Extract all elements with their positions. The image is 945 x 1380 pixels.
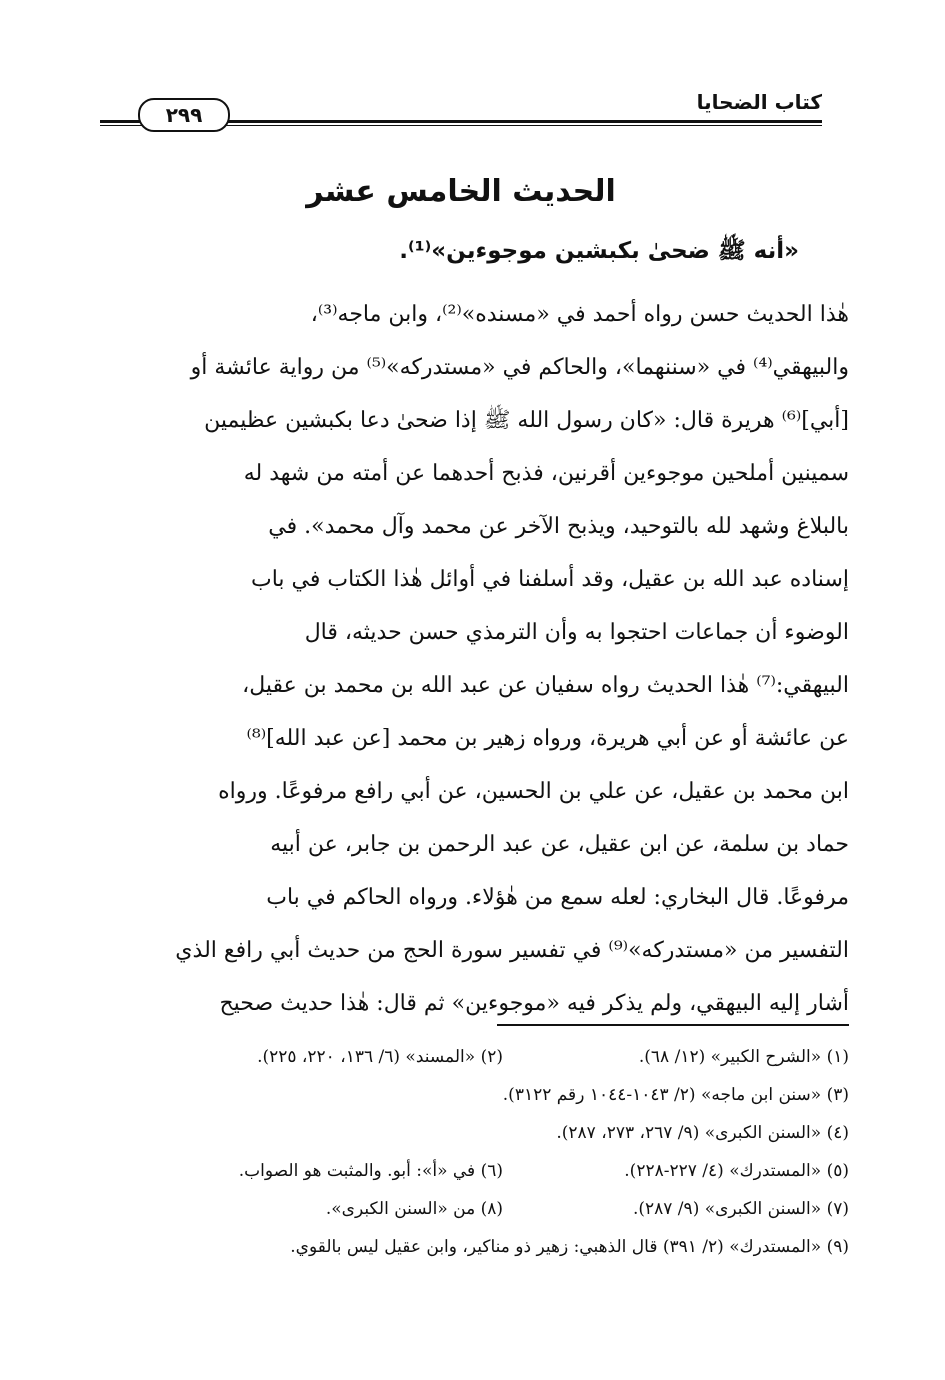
book-title: كتاب الضحايا <box>696 90 822 114</box>
body-line: والبيهقي⁽⁴⁾ في «سننهما»، والحاكم في «مستدركه»⁽⁵⁾ من رواية عائشة أو <box>190 355 849 380</box>
footnote: (٢) «المسند» (٦/ ١٣٦، ٢٢٠، ٢٢٥). <box>257 1047 503 1067</box>
footnote: (٨) من «السنن الكبرى». <box>325 1199 503 1219</box>
body-line: الوضوء أن جماعات احتجوا به وأن الترمذي حسن حديثه، قال <box>304 620 849 645</box>
footnote-separator <box>497 1024 849 1026</box>
body-line: حماد بن سلمة، عن ابن عقيل، عن عبد الرحمن بن جابر، عن أبيه <box>270 832 849 857</box>
footnote: (١) «الشرح الكبير» (١٢/ ٦٨). <box>638 1047 849 1067</box>
hadith-title: الحديث الخامس عشر <box>306 174 616 209</box>
body-text <box>97 288 849 1030</box>
body-line: إسناده عبد الله بن عقيل، وقد أسلفنا في أوائل هٰذا الكتاب في باب <box>250 567 849 592</box>
page-header <box>100 86 822 130</box>
footnote-line <box>97 1152 849 1190</box>
body-line: بالبلاغ وشهد لله بالتوحيد، ويذبح الآخر عن محمد وآل محمد». في <box>268 514 849 539</box>
hadith-text: «أنه ﷺ ضحىٰ بكبشين موجوءين»⁽¹⁾. <box>399 238 799 264</box>
footnote: (٥) «المستدرك» (٤/ ٢٢٧-٢٢٨). <box>624 1161 849 1181</box>
footnote-line <box>97 1114 849 1152</box>
page-number: ٢٩٩ <box>138 98 230 132</box>
body-line: [أبي]⁽⁶⁾ هريرة قال: «كان رسول الله ﷺ إذا ضحىٰ دعا بكبشين عظيمين <box>204 408 849 433</box>
footnote-line <box>97 1076 849 1114</box>
footnote: (٣) «سنن ابن ماجه» (٢/ ١٠٤٣-١٠٤٤ رقم ٣١٢٢). <box>502 1085 849 1105</box>
footnote: (٦) في «أ»: أبو. والمثبت هو الصواب. <box>238 1161 503 1181</box>
body-line: عن عائشة أو عن أبي هريرة، ورواه زهير بن محمد [عن عبد الله]⁽⁸⁾ <box>246 726 849 751</box>
body-line: ابن محمد بن عقيل، عن علي بن الحسين، عن أبي رافع مرفوعًا. ورواه <box>218 779 849 804</box>
body-line: مرفوعًا. قال البخاري: لعله سمع من هٰؤلاء. ورواه الحاكم في باب <box>266 885 849 910</box>
body-line: التفسير من «مستدركه»⁽⁹⁾ في تفسير سورة الحج من حديث أبي رافع الذي <box>175 938 849 963</box>
footnote-line <box>97 1038 849 1076</box>
body-line: سمينين أملحين موجوءين أقرنين، فذبح أحدهما عن أمته من شهد له <box>243 461 849 486</box>
footnotes <box>97 1038 849 1266</box>
footnote: (٩) «المستدرك» (٢/ ٣٩١) قال الذهبي: زهير ذو مناكير، وابن عقيل ليس بالقوي. <box>290 1237 849 1257</box>
footnote-line <box>97 1228 849 1266</box>
body-line: هٰذا الحديث حسن رواه أحمد في «مسنده»⁽²⁾، وابن ماجه⁽³⁾، <box>310 302 849 327</box>
body-line: البيهقي:⁽⁷⁾ هٰذا الحديث رواه سفيان عن عبد الله بن محمد بن عقيل، <box>242 673 849 698</box>
body-line: أشار إليه البيهقي، ولم يذكر فيه «موجوءين» ثم قال: هٰذا حديث صحيح <box>219 991 849 1016</box>
footnote-line <box>97 1190 849 1228</box>
footnote: (٧) «السنن الكبرى» (٩/ ٢٨٧). <box>632 1199 849 1219</box>
footnote: (٤) «السنن الكبرى» (٩/ ٢٦٧، ٢٧٣، ٢٨٧). <box>556 1123 849 1143</box>
